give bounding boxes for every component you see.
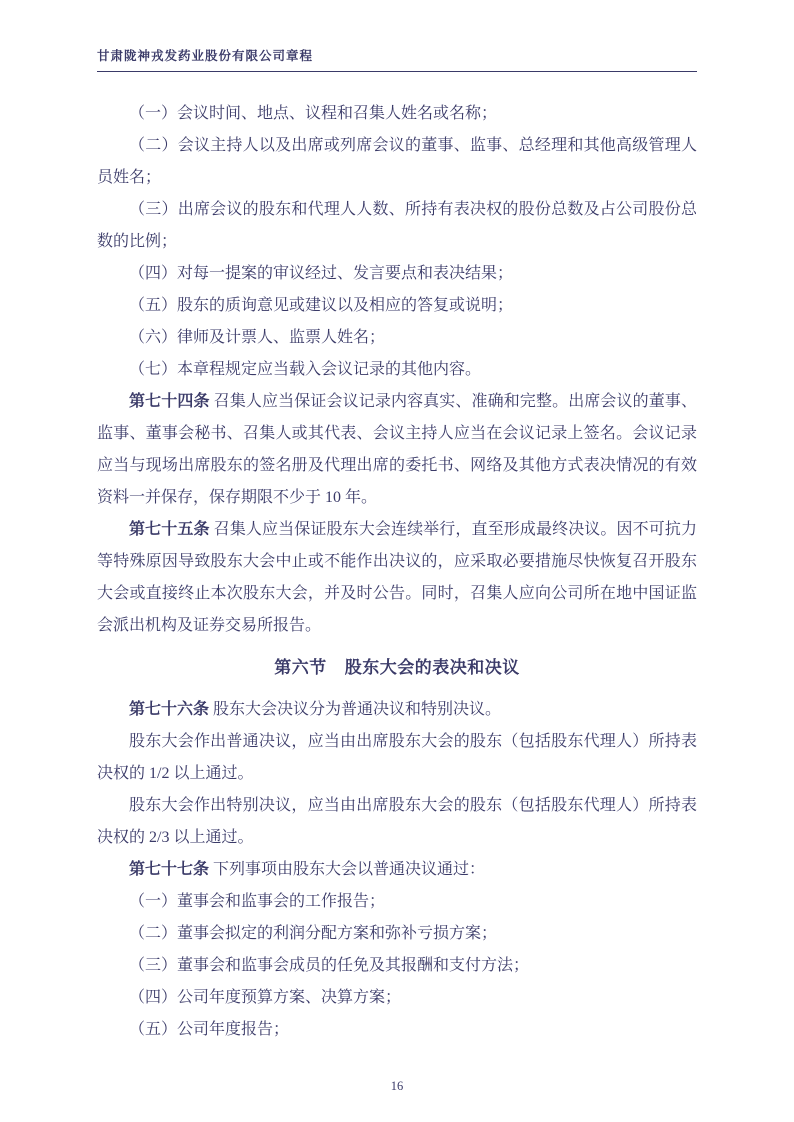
paragraph: [97, 950, 697, 982]
paragraph: [97, 322, 697, 354]
page-footer: [97, 1073, 697, 1094]
paragraph: [97, 726, 697, 790]
paragraph: [97, 694, 697, 726]
section-number: 第六节: [274, 658, 327, 677]
header-title: 甘肃陇神戎发药业股份有限公司章程: [97, 46, 697, 72]
paragraph: [97, 354, 697, 386]
article-number: 第七十七条: [129, 861, 210, 878]
paragraph: [97, 386, 697, 514]
paragraph: [97, 130, 697, 194]
paragraph-text: 股东大会作出特别决议，应当由出席股东大会的股东（包括股东代理人）所持表决权的 2/3 以上通过。: [97, 797, 697, 846]
paragraph: [97, 98, 697, 130]
paragraph: [97, 854, 697, 886]
paragraph-text: （五）股东的质询意见或建议以及相应的答复或说明；: [129, 297, 514, 314]
paragraph-text: （三）出席会议的股东和代理人人数、所持有表决权的股份总数及占公司股份总数的比例；: [97, 201, 697, 250]
paragraph-text: （四）公司年度预算方案、决算方案；: [129, 989, 402, 1006]
paragraph: [97, 790, 697, 854]
section-title: 股东大会的表决和决议: [344, 658, 520, 677]
paragraph-text: （六）律师及计票人、监票人姓名；: [129, 329, 386, 346]
paragraph: [97, 982, 697, 1014]
article-number: 第七十六条: [129, 701, 210, 718]
paragraph-text: 股东大会作出普通决议，应当由出席股东大会的股东（包括股东代理人）所持表决权的 1/2 以上通过。: [97, 733, 697, 782]
paragraph-text: （一）会议时间、地点、议程和召集人姓名或名称；: [129, 105, 498, 122]
paragraph-text: 召集人应当保证股东大会连续举行，直至形成最终决议。因不可抗力等特殊原因导致股东大会中止或不能作出决议的，应采取必要措施尽快恢复召开股东大会或直接终止本次股东大会，并及时公告。同时，召集人应向公司所在地中国证监会派出机构及证券交易所报告。: [97, 521, 697, 634]
paragraph-text: （二）会议主持人以及出席或列席会议的董事、监事、总经理和其他高级管理人员姓名；: [97, 137, 697, 186]
paragraph: [97, 886, 697, 918]
paragraph-text: （三）董事会和监事会成员的任免及其报酬和支付方法；: [129, 957, 530, 974]
paragraph: [97, 258, 697, 290]
paragraph-text: （五）公司年度报告；: [129, 1021, 290, 1038]
section-heading: [97, 651, 697, 685]
paragraph: [97, 1014, 697, 1046]
paragraph-text: （二）董事会拟定的利润分配方案和弥补亏损方案；: [129, 925, 498, 942]
page-header: [97, 46, 697, 72]
paragraph: [97, 290, 697, 322]
paragraph-text: 下列事项由股东大会以普通决议通过：: [213, 861, 486, 878]
article-number: 第七十四条: [129, 393, 210, 410]
paragraph-text: （一）董事会和监事会的工作报告；: [129, 893, 386, 910]
paragraph-text: 股东大会决议分为普通决议和特别决议。: [213, 701, 502, 718]
document-body: [97, 98, 697, 1073]
paragraph: [97, 194, 697, 258]
paragraph: [97, 514, 697, 642]
paragraph-text: （四）对每一提案的审议经过、发言要点和表决结果；: [129, 265, 514, 282]
paragraph-text: 召集人应当保证会议记录内容真实、准确和完整。出席会议的董事、监事、董事会秘书、召集人或其代表、会议主持人应当在会议记录上签名。会议记录应当与现场出席股东的签名册及代理出席的委托书、网络及其他方式表决情况的有效资料一并保存，保存期限不少于 10 年。: [97, 393, 697, 506]
page-number: 16: [390, 1079, 404, 1093]
paragraph-text: （七）本章程规定应当载入会议记录的其他内容。: [129, 361, 482, 378]
article-number: 第七十五条: [129, 521, 210, 538]
paragraph: [97, 918, 697, 950]
